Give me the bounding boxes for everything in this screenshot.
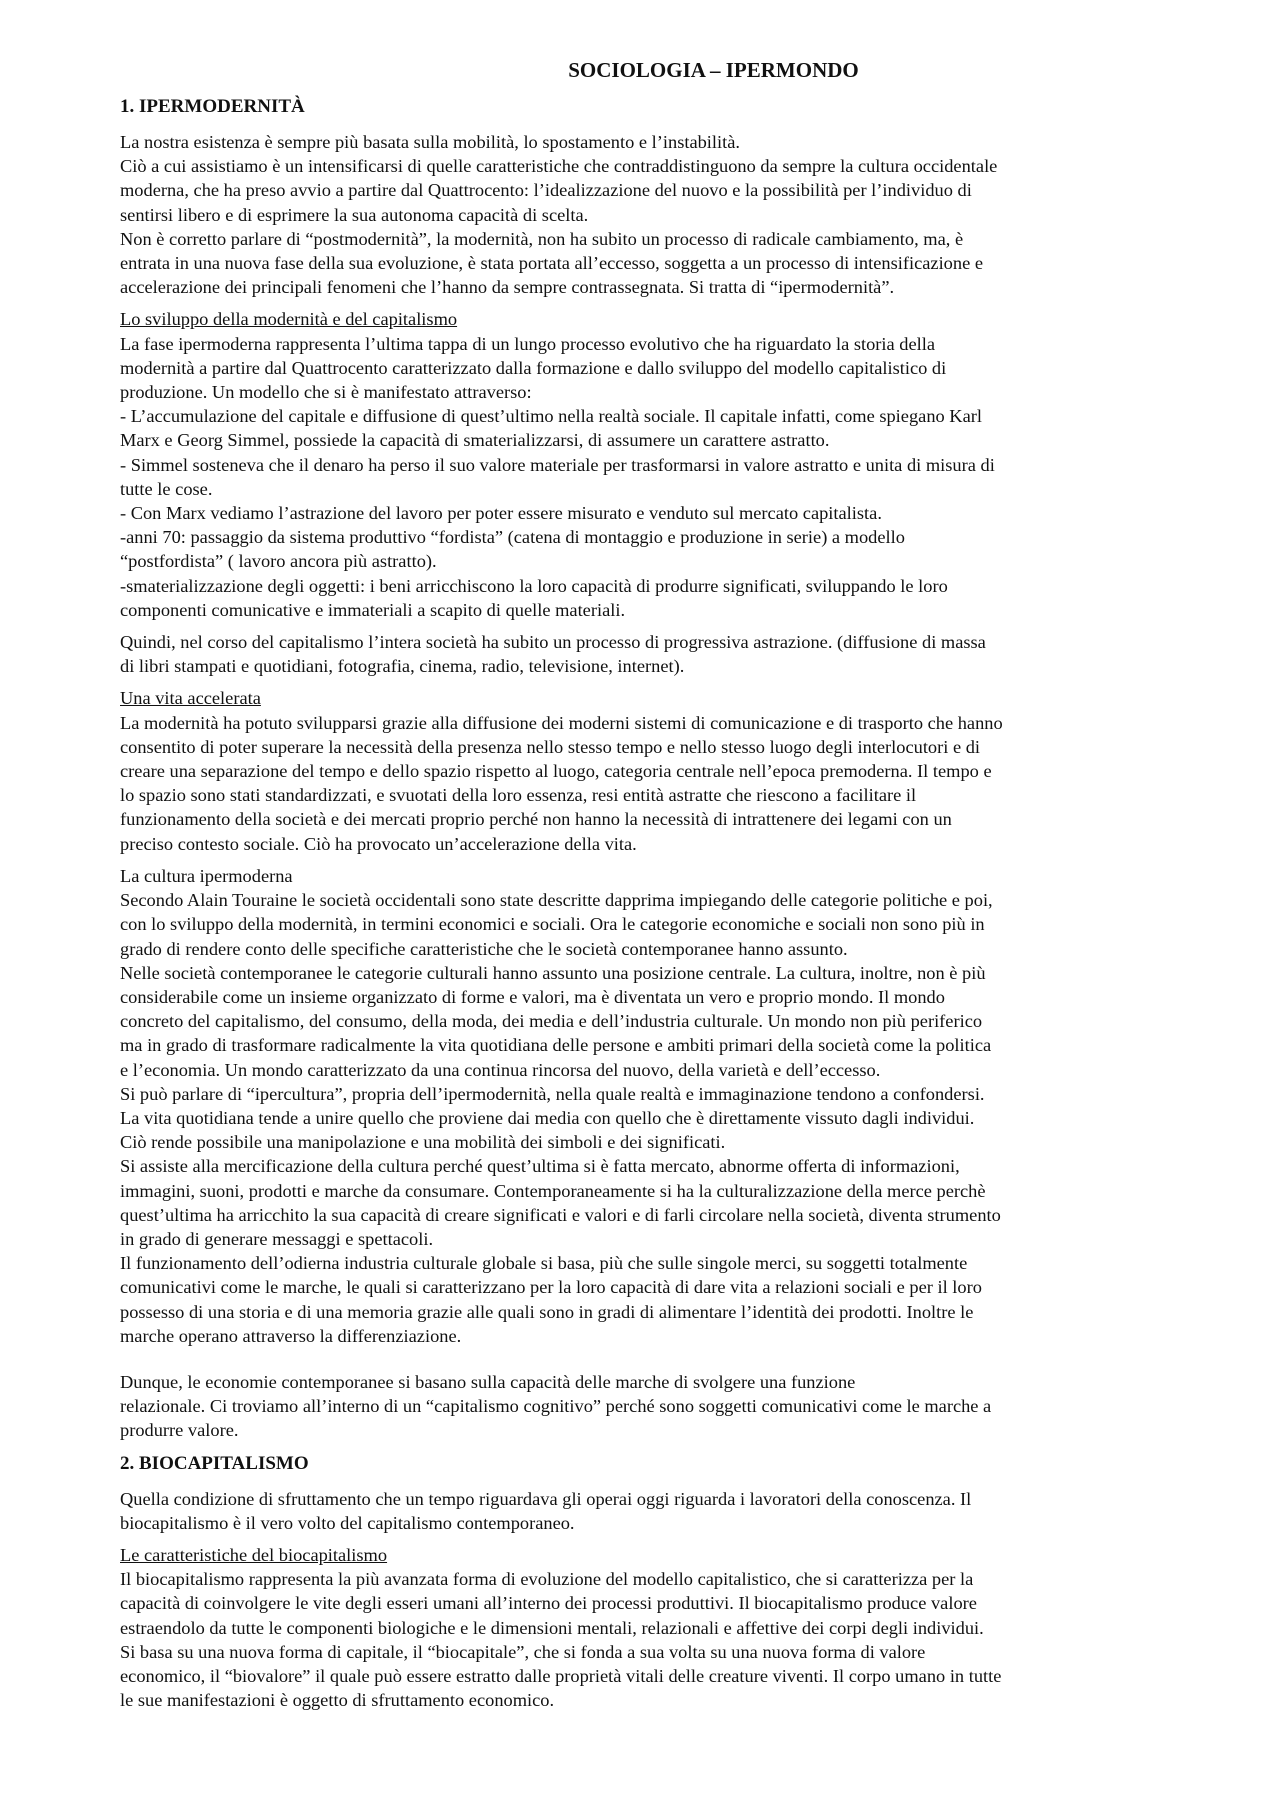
text-line: moderna, che ha preso avvio a partire dal Quattrocento: l’idealizzazione del nuovo e la possibilità per l’individuo di (120, 180, 972, 201)
section-heading-biocapitalismo: 2. BIOCAPITALISMO (120, 1452, 309, 1474)
text-line: relazionale. Ci troviamo all’interno di un “capitalismo cognitivo” perché sono soggetti comunicativi come le marche a (120, 1396, 992, 1417)
text-line: La modernità ha potuto svilupparsi grazie alla diffusione dei moderni sistemi di comunicazione e di trasporto che hanno (120, 712, 1003, 733)
text-line: La nostra esistenza è sempre più basata sulla mobilità, lo spostamento e l’instabilità. (120, 132, 741, 152)
text-line: considerabile come un insieme organizzato di forme e valori, ma è diventata un vero e proprio mondo. Il mondo (120, 986, 945, 1007)
text-line: comunicativi come le marche, le quali si caratterizzano per la loro capacità di dare vita a relazioni sociali e per il loro (120, 1277, 982, 1298)
text-line: tutte le cose. (120, 478, 213, 499)
text-line: Quindi, nel corso del capitalismo l’intera società ha subito un processo di progressiva astrazione. (diffusione di massa (120, 632, 986, 653)
text-line: economico, il “biovalore” il quale può essere estratto dalle proprietà vitali delle creature viventi. Il corpo umano in tutte (120, 1665, 1002, 1686)
text-line: La fase ipermoderna rappresenta l’ultima tappa di un lungo processo evolutivo che ha riguardato la storia della (120, 333, 936, 354)
text-line: modernità a partire dal Quattrocento caratterizzato dalla formazione e dallo sviluppo del modello capitalistico di (120, 357, 947, 378)
text-line: di libri stampati e quotidiani, fotografia, cinema, radio, televisione, internet). (120, 656, 685, 677)
subsection-title: Lo sviluppo della modernità e del capitalismo (120, 309, 458, 330)
text-line: Non è corretto parlare di “postmodernità”, la modernità, non ha subito un processo di radicale cambiamento, ma, è (120, 228, 964, 249)
text-line: - L’accumulazione del capitale e diffusione di quest’ultimo nella realtà sociale. Il capitale infatti, come spiegano Karl (120, 406, 982, 427)
text-line: quest’ultima ha arricchito la sua capacità di creare significati e valori e di farli circolare nella società, diventa strumento (120, 1204, 1001, 1225)
text-line: Quella condizione di sfruttamento che un tempo riguardava gli operai oggi riguarda i lavoratori della conoscenza. Il (120, 1488, 972, 1509)
text-line: -smaterializzazione degli oggetti: i beni arricchiscono la loro capacità di produrre significati, sviluppando le loro (120, 575, 948, 596)
text-line: Si può parlare di “ipercultura”, propria dell’ipermodernità, nella quale realtà e immaginazione tendono a confondersi. (120, 1083, 985, 1104)
subsection-title: Le caratteristiche del biocapitalismo (120, 1544, 388, 1565)
text-line: -anni 70: passaggio da sistema produttivo “fordista” (catena di montaggio e produzione in serie) a modello (120, 527, 905, 548)
text-line: componenti comunicative e immateriali a scapito di quelle materiali. (120, 599, 626, 620)
paragraph-conclusion-astrazione (120, 630, 1165, 678)
text-line: Secondo Alain Touraine le società occidentali sono state descritte dapprima impiegando delle categorie politiche e poi, (120, 890, 993, 911)
text-line: “postfordista” ( lavoro ancora più astratto). (120, 551, 437, 572)
subsection-cultura-ipermoderna (120, 864, 1165, 1348)
paragraph-conclusion-capitalismo-cognitivo (120, 1370, 1165, 1443)
text-line: sentirsi libero e di esprimere la sua autonoma capacità di scelta. (120, 204, 589, 225)
text-line: Marx e Georg Simmel, possiede la capacità di smaterializzarsi, di assumere un carattere astratto. (120, 430, 830, 451)
text-line: Ciò rende possibile una manipolazione e una mobilità dei simboli e dei significati. (120, 1132, 726, 1153)
document-page (120, 56, 1165, 1720)
text-line: Il funzionamento dell’odierna industria culturale globale si basa, più che sulle singole merci, su soggetti totalmente (120, 1253, 968, 1274)
text-line: Nelle società contemporanee le categorie culturali hanno assunto una posizione centrale. La cultura, inoltre, non è più (120, 962, 986, 983)
text-line: produrre valore. (120, 1420, 239, 1441)
text-line: Si assiste alla mercificazione della cultura perché quest’ultima si è fatta mercato, abnorme offerta di informazioni, (120, 1156, 960, 1177)
subsection-sviluppo-modernita (120, 307, 1165, 622)
section-heading-ipermodernita: 1. IPERMODERNITÀ (120, 96, 305, 117)
text-line: concreto del capitalismo, del consumo, della moda, dei media e dell’industria culturale. Un mondo non più periferico (120, 1011, 983, 1032)
text-line: Si basa su una nuova forma di capitale, il “biocapitale”, che si fonda a sua volta su una nuova forma di valore (120, 1641, 926, 1662)
text-line: biocapitalismo è il vero volto del capitalismo contemporaneo. (120, 1512, 575, 1533)
text-line: preciso contesto sociale. Ciò ha provocato un’accelerazione della vita. (120, 833, 637, 854)
paragraph-spacer (120, 1356, 1165, 1370)
text-line: estraendolo da tutte le componenti biologiche e le dimensioni mentali, relazionali e affettive dei corpi degli individui. (120, 1617, 984, 1638)
text-line: con lo sviluppo della modernità, in termini economici e sociali. Ora le categorie economiche e sociali non sono più in (120, 914, 985, 935)
subsection-title: Una vita accelerata (120, 688, 261, 709)
text-line: immagini, suoni, prodotti e marche da consumare. Contemporaneamente si ha la culturalizzazione della merce perchè (120, 1180, 986, 1201)
text-line: consentito di poter superare la necessità della presenza nello stesso tempo e nello stesso luogo degli interlocutori e di (120, 736, 981, 757)
paragraph-intro-biocapitalismo (120, 1487, 1165, 1535)
subsection-title: La cultura ipermoderna (120, 865, 293, 886)
text-line: La vita quotidiana tende a unire quello che proviene dai media con quello che è direttamente vissuto dagli individui. (120, 1107, 975, 1128)
text-line: le sue manifestazioni è oggetto di sfruttamento economico. (120, 1690, 555, 1711)
text-line: funzionamento della società e dei mercati proprio perché non hanno la necessità di intrattenere dei legami con un (120, 809, 952, 830)
paragraph-intro-ipermodernita (120, 130, 1165, 299)
subsection-caratteristiche-biocapitalismo (120, 1543, 1165, 1712)
text-line: e l’economia. Un mondo caratterizzato da una continua rincorsa del nuovo, della varietà e dell’eccesso. (120, 1059, 881, 1080)
text-line: capacità di coinvolgere le vite degli esseri umani all’interno dei processi produttivi. Il biocapitalismo produce valore (120, 1593, 977, 1614)
text-line: Ciò a cui assistiamo è un intensificarsi di quelle caratteristiche che contraddistinguono da sempre la cultura occidentale (120, 156, 998, 177)
text-line: in grado di generare messaggi e spettacoli. (120, 1228, 434, 1249)
text-line: - Con Marx vediamo l’astrazione del lavoro per poter essere misurato e venduto sul mercato capitalista. (120, 503, 882, 524)
text-line: lo spazio sono stati standardizzati, e svuotati della loro essenza, resi entità astratte che riescono a facilitare il (120, 785, 917, 806)
text-line: Il biocapitalismo rappresenta la più avanzata forma di evoluzione del modello capitalistico, che si caratterizza per la (120, 1569, 974, 1590)
subsection-vita-accelerata (120, 686, 1165, 855)
text-line: possesso di una storia e di una memoria grazie alle quali sono in gradi di alimentare l’identità dei prodotti. Inoltre le (120, 1301, 974, 1322)
text-line: grado di rendere conto delle specifiche caratteristiche che le società contemporanee hanno assunto. (120, 938, 848, 959)
document-title: SOCIOLOGIA – IPERMONDO (568, 58, 859, 82)
text-line: Dunque, le economie contemporanee si basano sulla capacità delle marche di svolgere una funzione (120, 1371, 856, 1392)
text-line: - Simmel sosteneva che il denaro ha perso il suo valore materiale per trasformarsi in valore astratto e unita di misura di (120, 454, 995, 475)
text-line: marche operano attraverso la differenziazione. (120, 1325, 462, 1346)
text-line: accelerazione dei principali fenomeni che l’hanno da sempre contrassegnata. Si tratta di “ipermodernità”. (120, 277, 895, 298)
text-line: produzione. Un modello che si è manifestato attraverso: (120, 382, 532, 403)
text-line: creare una separazione del tempo e dello spazio rispetto al luogo, categoria centrale nell’epoca premoderna. Il tempo e (120, 761, 992, 782)
text-line: entrata in una nuova fase della sua evoluzione, è stata portata all’eccesso, soggetta a un processo di intensificazione e (120, 253, 983, 274)
text-line: ma in grado di trasformare radicalmente la vita quotidiana delle persone e ambiti primari della società come la politica (120, 1035, 992, 1056)
